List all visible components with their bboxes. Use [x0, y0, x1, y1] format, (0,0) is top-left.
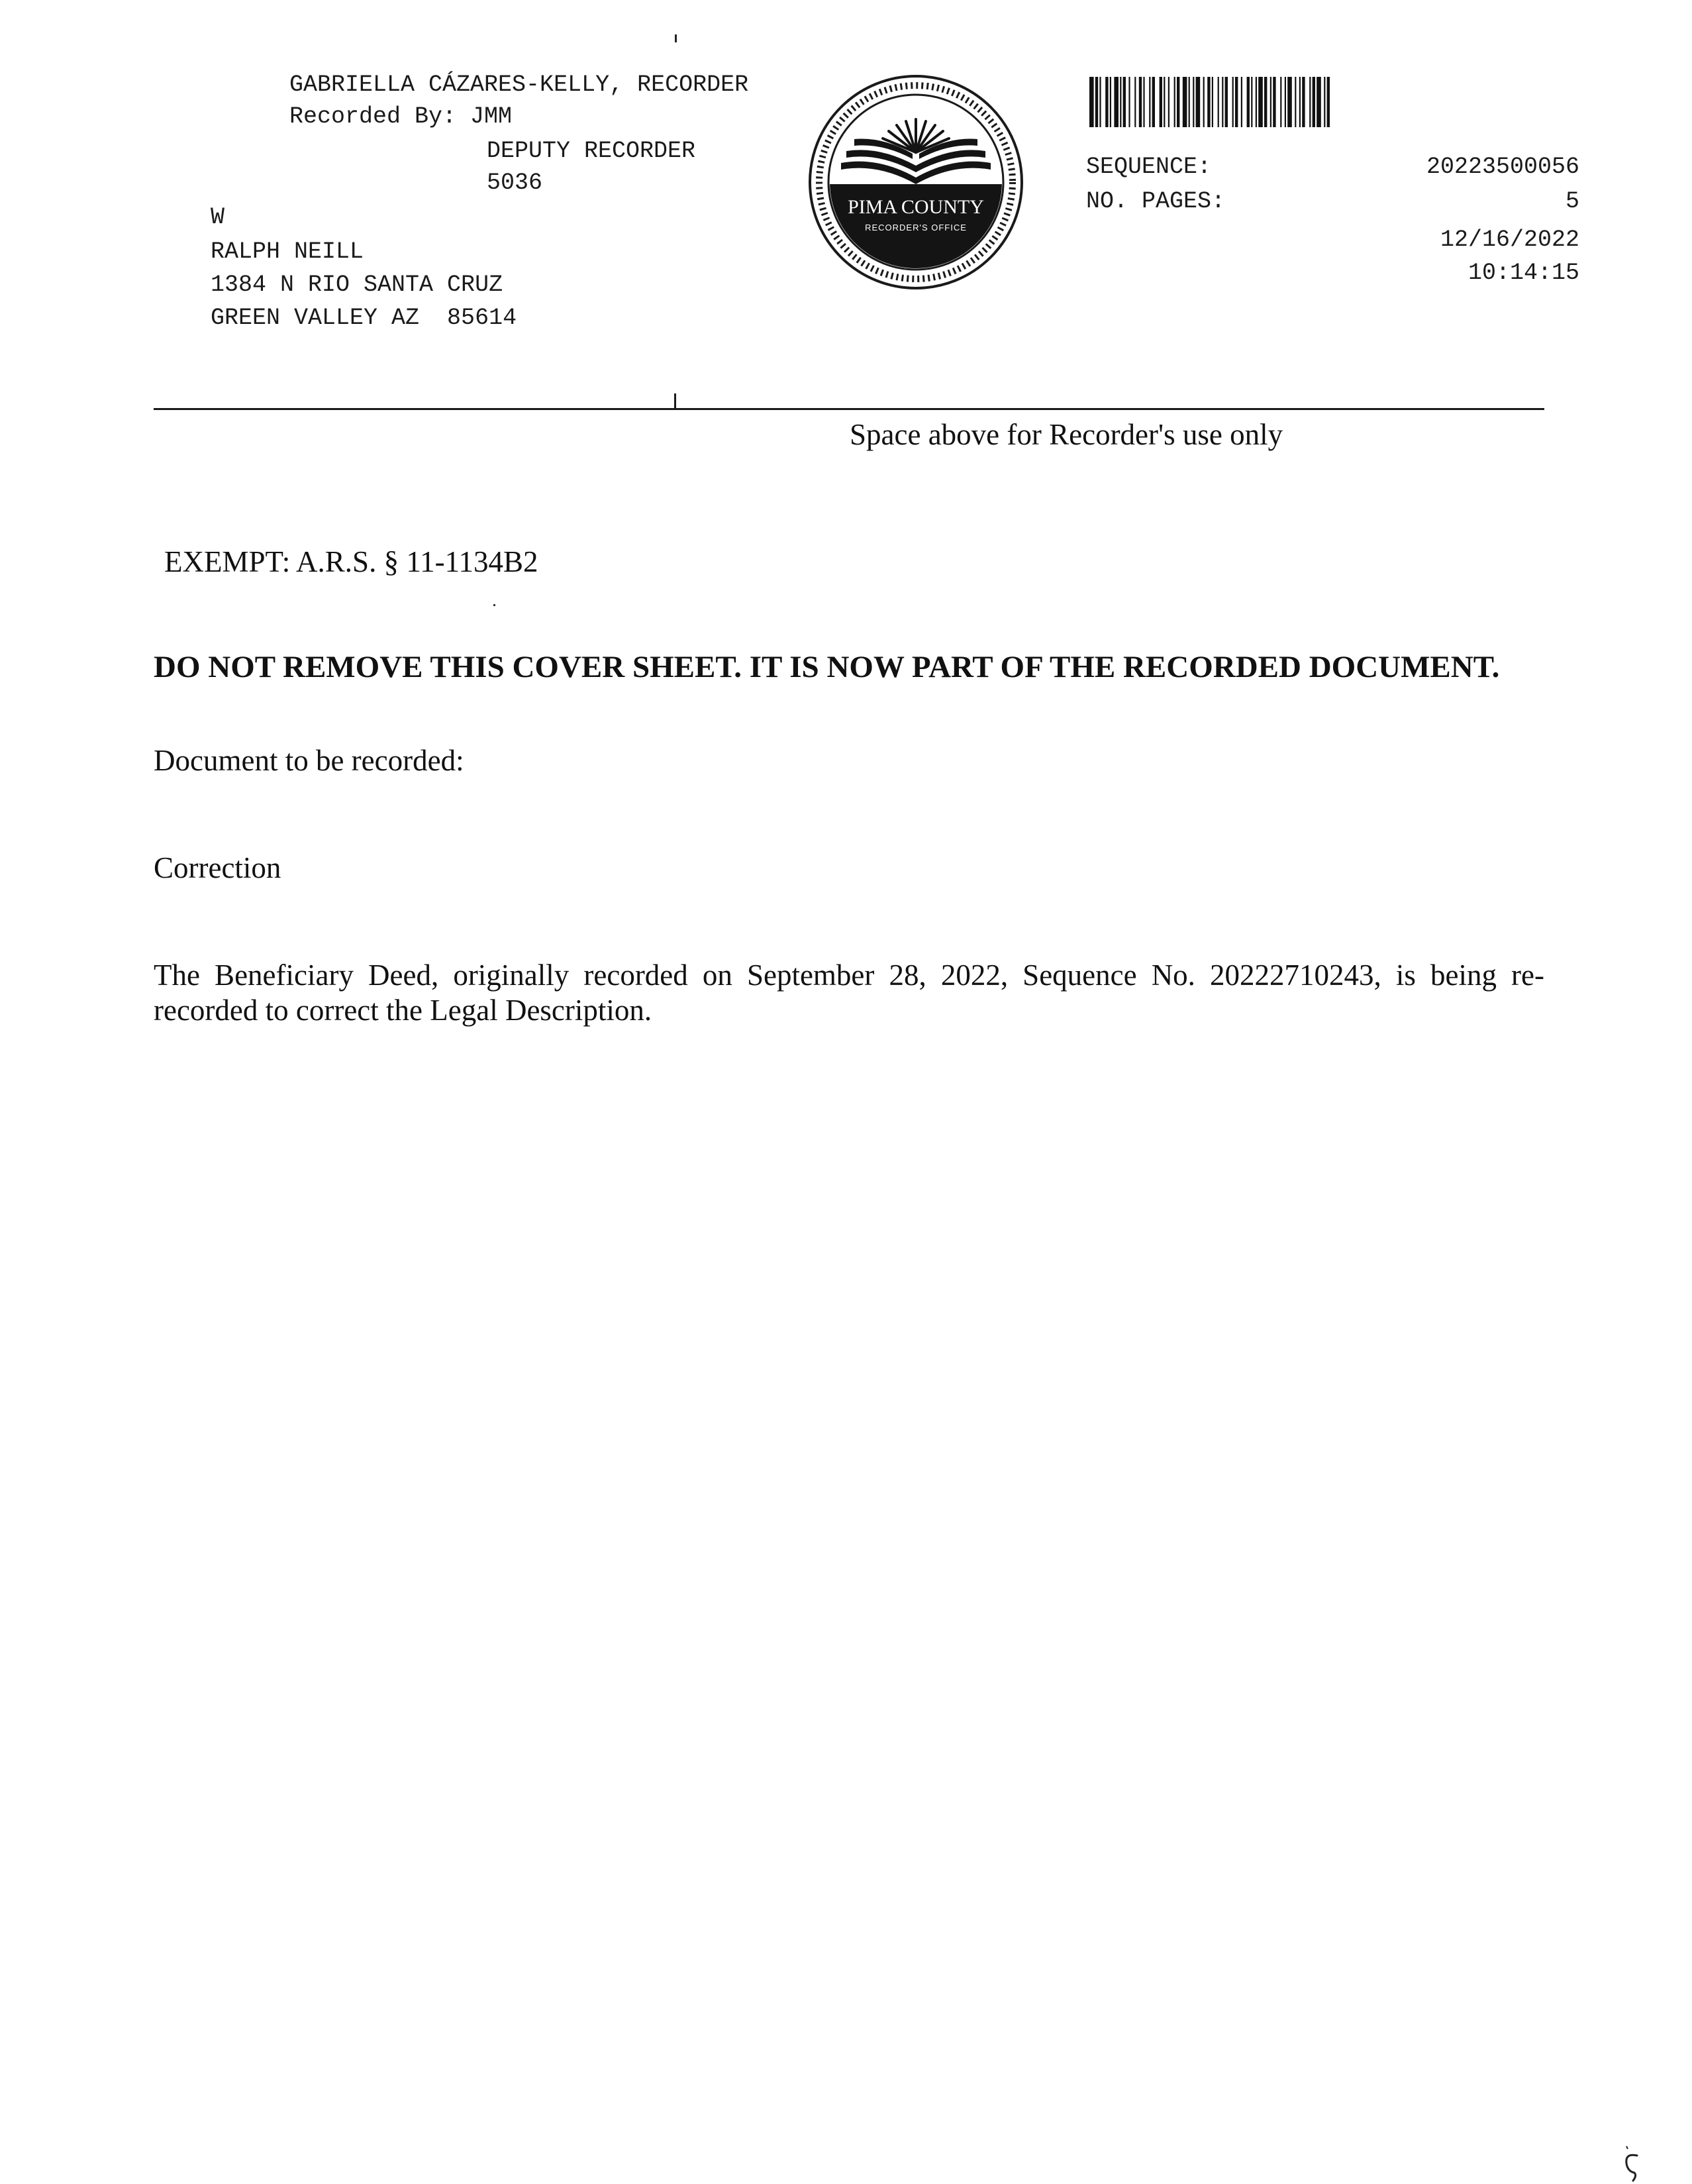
recorder-name: GABRIELLA CÁZARES-KELLY, RECORDER — [289, 72, 749, 98]
barcode-bar — [1189, 77, 1190, 127]
barcode-bar — [1120, 77, 1121, 127]
barcode-bar — [1110, 77, 1111, 127]
barcode-bar — [1324, 77, 1325, 127]
barcode-bar — [1327, 77, 1330, 127]
barcode-bar — [1164, 77, 1165, 127]
sequence-label: SEQUENCE: — [1086, 154, 1212, 180]
barcode-bar — [1203, 77, 1205, 127]
barcode-bar — [1273, 77, 1275, 127]
barcode-bar — [1270, 77, 1271, 127]
barcode-bar — [1160, 77, 1162, 127]
barcode-bar — [1139, 77, 1142, 127]
recording-date: 12/16/2022 — [1440, 227, 1579, 253]
barcode-bar — [1287, 77, 1292, 127]
barcode-bar — [1123, 77, 1126, 127]
barcode — [1089, 77, 1533, 127]
barcode-bar — [1105, 77, 1108, 127]
tick-mark — [675, 34, 677, 42]
stray-dot — [493, 604, 495, 606]
recorded-by: Recorded By: JMM — [289, 103, 513, 130]
barcode-bar — [1251, 77, 1252, 127]
barcode-bar — [1295, 77, 1296, 127]
barcode-bar — [1222, 77, 1223, 127]
barcode-bar — [1183, 77, 1187, 127]
exempt-statement: EXEMPT: A.R.S. § 11-1134B2 — [164, 545, 538, 578]
deputy-recorder-label: DEPUTY RECORDER — [487, 138, 696, 164]
barcode-bar — [1256, 77, 1257, 127]
separator-tick — [674, 393, 676, 409]
pages-label: NO. PAGES: — [1086, 188, 1226, 215]
barcode-bar — [1302, 77, 1305, 127]
barcode-bar — [1247, 77, 1250, 127]
separator-line — [154, 408, 1544, 410]
barcode-bar — [1099, 77, 1101, 127]
seal-subtitle: RECORDER'S OFFICE — [865, 223, 967, 233]
barcode-bar — [1114, 77, 1119, 127]
document-label: Document to be recorded: — [154, 744, 464, 777]
return-address-name: RALPH NEILL — [211, 238, 364, 265]
barcode-bar — [1299, 77, 1301, 127]
barcode-bar — [1168, 77, 1169, 127]
barcode-bar — [1174, 77, 1175, 127]
pima-county-seal-icon — [807, 73, 1025, 291]
sequence-value: 20223500056 — [1426, 154, 1579, 180]
barcode-bar — [1149, 77, 1150, 127]
barcode-bar — [1241, 77, 1242, 127]
barcode-bar — [1280, 77, 1281, 127]
return-address-street: 1384 N RIO SANTA CRUZ — [211, 272, 503, 298]
seal-title: PIMA COUNTY — [848, 196, 984, 218]
pages-value: 5 — [1565, 188, 1579, 215]
barcode-bar — [1235, 77, 1238, 127]
barcode-bar — [1207, 77, 1210, 127]
barcode-bar — [1089, 77, 1094, 127]
barcode-bar — [1285, 77, 1286, 127]
deputy-recorder-number: 5036 — [487, 170, 543, 196]
barcode-bar — [1313, 77, 1315, 127]
barcode-bar — [1258, 77, 1263, 127]
barcode-bar — [1128, 77, 1130, 127]
barcode-bar — [1134, 77, 1136, 127]
barcode-bar — [1143, 77, 1144, 127]
body-paragraph: The Beneficiary Deed, originally recorded on September 28, 2022, Sequence No. 20222710243, is being re-recorded to correct the Legal Description. — [154, 959, 1544, 1027]
return-code: W — [211, 204, 225, 231]
barcode-bar — [1218, 77, 1219, 127]
barcode-bar — [1152, 77, 1155, 127]
barcode-bar — [1193, 77, 1194, 127]
barcode-bar — [1309, 77, 1311, 127]
barcode-bar — [1232, 77, 1234, 127]
handwritten-mark-icon — [1617, 2144, 1644, 2183]
barcode-bar — [1264, 77, 1267, 127]
return-address-city: GREEN VALLEY AZ 85614 — [211, 305, 517, 331]
barcode-bar — [1317, 77, 1321, 127]
barcode-bar — [1225, 77, 1228, 127]
barcode-bar — [1095, 77, 1098, 127]
recording-time: 10:14:15 — [1468, 260, 1579, 286]
cover-sheet-warning: DO NOT REMOVE THIS COVER SHEET. IT IS NOW PART OF THE RECORDED DOCUMENT. — [154, 650, 1500, 684]
barcode-bar — [1177, 77, 1179, 127]
recorder-space-note: Space above for Recorder's use only — [850, 418, 1283, 451]
barcode-bar — [1196, 77, 1201, 127]
document-type: Correction — [154, 851, 281, 884]
barcode-bar — [1212, 77, 1213, 127]
